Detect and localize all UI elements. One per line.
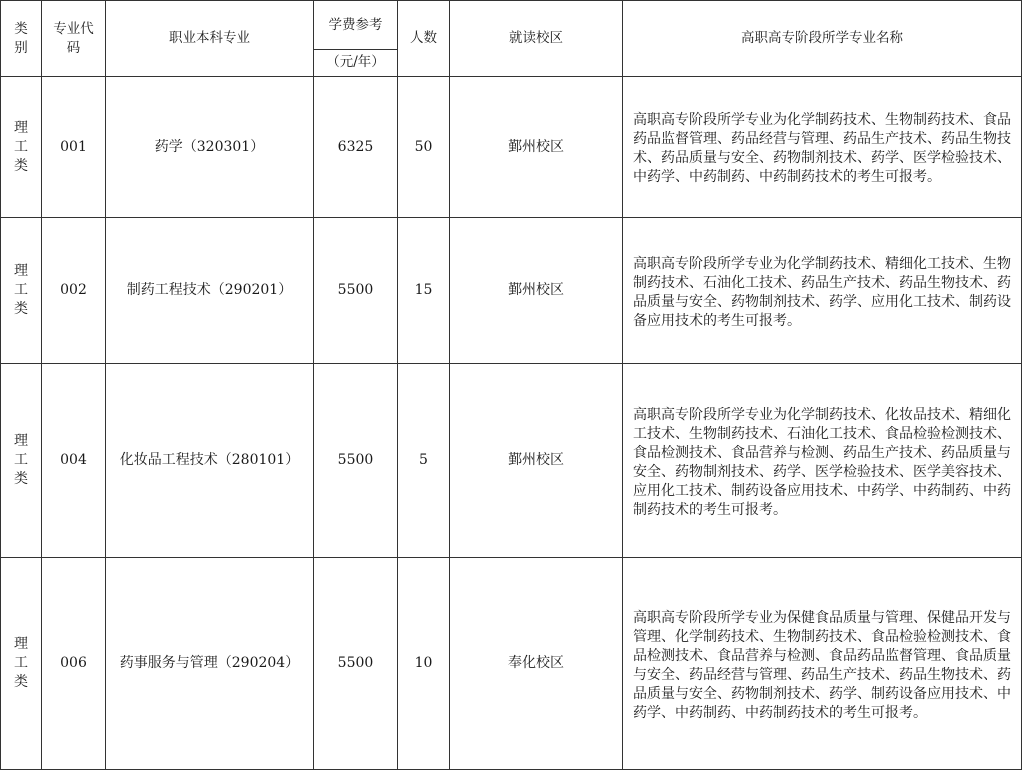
table-row bbox=[1, 364, 1022, 558]
row-major: 药事服务与管理（290204） bbox=[106, 558, 314, 770]
header-major: 职业本科专业 bbox=[106, 1, 314, 77]
row-campus: 鄞州校区 bbox=[450, 364, 623, 558]
row-category: 理工类 bbox=[1, 558, 42, 770]
row-campus: 鄞州校区 bbox=[450, 218, 623, 364]
header-fee-label: 学费参考 bbox=[328, 17, 383, 33]
header-campus: 就读校区 bbox=[450, 1, 623, 77]
row-category: 理工类 bbox=[1, 364, 42, 558]
row-fee: 5500 bbox=[314, 218, 398, 364]
row-fee: 5500 bbox=[314, 364, 398, 558]
row-code: 006 bbox=[42, 558, 106, 770]
row-prior: 高职高专阶段所学专业为化学制药技术、精细化工技术、生物制药技术、石油化工技术、药品生产技术、药品生物技术、药品质量与安全、药物制剂技术、药学、应用化工技术、制药设备应用技术的考生可报考。 bbox=[623, 218, 1022, 364]
header-code: 专业代码 bbox=[42, 1, 106, 77]
table-row bbox=[1, 558, 1022, 770]
row-prior: 高职高专阶段所学专业为化学制药技术、生物制药技术、食品药品监督管理、药品经营与管理、药品生产技术、药品生物技术、药品质量与安全、药物制剂技术、药学、医学检验技术、中药学、中药制药、中药制药技术的考生可报考。 bbox=[623, 77, 1022, 218]
table-row bbox=[1, 218, 1022, 364]
row-count: 50 bbox=[398, 77, 450, 218]
header-prior: 高职高专阶段所学专业名称 bbox=[623, 1, 1022, 77]
row-campus: 奉化校区 bbox=[450, 558, 623, 770]
table-row bbox=[1, 77, 1022, 218]
row-code: 004 bbox=[42, 364, 106, 558]
header-fee-unit: （元/年） bbox=[314, 49, 397, 75]
row-code: 002 bbox=[42, 218, 106, 364]
row-major: 化妆品工程技术（280101） bbox=[106, 364, 314, 558]
row-prior: 高职高专阶段所学专业为化学制药技术、化妆品技术、精细化工技术、生物制药技术、石油化工技术、食品检验检测技术、食品检测技术、食品营养与检测、药品生产技术、药品质量与安全、药物制剂技术、药学、医学检验技术、医学美容技术、应用化工技术、制药设备应用技术、中药学、中药制药、中药制药技术的考生可报考。 bbox=[623, 364, 1022, 558]
row-count: 15 bbox=[398, 218, 450, 364]
row-category: 理工类 bbox=[1, 218, 42, 364]
row-campus: 鄞州校区 bbox=[450, 77, 623, 218]
row-count: 10 bbox=[398, 558, 450, 770]
header-fee bbox=[314, 1, 398, 77]
row-fee: 5500 bbox=[314, 558, 398, 770]
row-fee: 6325 bbox=[314, 77, 398, 218]
row-major: 药学（320301） bbox=[106, 77, 314, 218]
row-code: 001 bbox=[42, 77, 106, 218]
row-count: 5 bbox=[398, 364, 450, 558]
row-category: 理工类 bbox=[1, 77, 42, 218]
row-prior: 高职高专阶段所学专业为保健食品质量与管理、保健品开发与管理、化学制药技术、生物制药技术、食品检验检测技术、食品检测技术、食品营养与检测、食品药品监督管理、食品质量与安全、药品经营与管理、药品生产技术、药品生物技术、药品质量与安全、药物制剂技术、药学、制药设备应用技术、中药学、中药制药、中药制药技术的考生可报考。 bbox=[623, 558, 1022, 770]
header-row bbox=[1, 1, 1022, 77]
header-category: 类别 bbox=[1, 1, 42, 77]
row-major: 制药工程技术（290201） bbox=[106, 218, 314, 364]
header-count: 人数 bbox=[398, 1, 450, 77]
